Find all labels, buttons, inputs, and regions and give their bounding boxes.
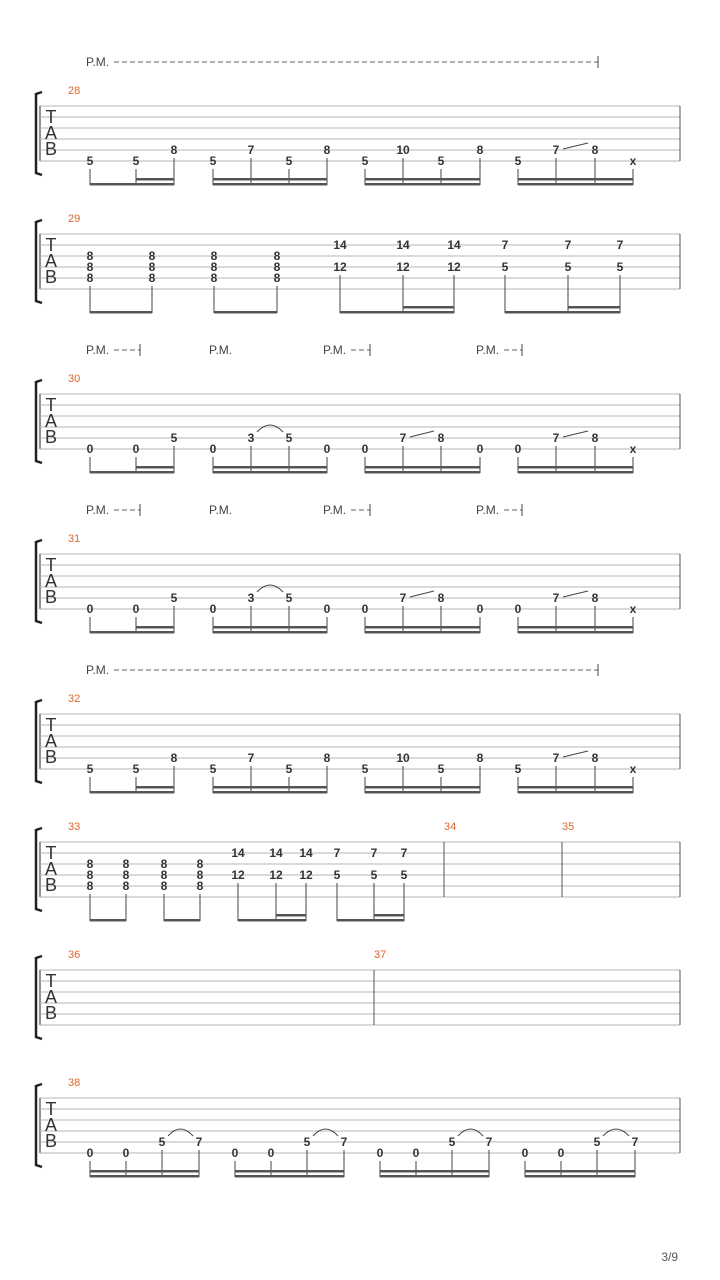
measure-number: 28	[68, 85, 81, 97]
beam-primary	[213, 791, 327, 794]
fret-number: 12	[299, 868, 313, 882]
beam-group	[515, 143, 637, 186]
beam-primary	[365, 471, 480, 474]
tab-clef-letter: A	[44, 571, 58, 591]
beam-primary	[518, 471, 633, 474]
fret-number: 8	[122, 879, 130, 893]
fret-number: 7	[501, 238, 509, 252]
measure-number: 38	[68, 1077, 81, 1089]
measure-number: 33	[68, 821, 81, 833]
palm-mute-label: P.M.	[209, 343, 233, 357]
beam-group	[515, 591, 637, 634]
beam-group	[87, 143, 178, 186]
tab-clef-letter: T	[45, 1099, 57, 1119]
fret-number: 8	[86, 879, 94, 893]
slide-line	[410, 591, 434, 597]
fret-number: 5	[303, 1135, 311, 1149]
fret-number: 8	[122, 868, 130, 882]
beam-secondary	[213, 626, 327, 629]
beam-primary	[213, 631, 327, 634]
page-number: 3/9	[661, 1250, 678, 1264]
tie-arc	[458, 1129, 483, 1136]
fret-number: 8	[160, 879, 168, 893]
fret-number: 8	[323, 751, 331, 765]
fret-number: 14	[299, 846, 313, 860]
tab-system	[36, 821, 680, 922]
tab-clef-letter: A	[44, 411, 58, 431]
system-bracket	[36, 92, 42, 175]
beam-primary	[90, 631, 174, 634]
fret-number: 8	[86, 260, 94, 274]
tab-system	[36, 213, 680, 314]
fret-number: 10	[396, 751, 410, 765]
beam-secondary	[276, 914, 306, 917]
fret-number: 5	[564, 260, 572, 274]
measure-number: 35	[562, 821, 575, 833]
palm-mute-label: P.M.	[323, 343, 347, 357]
dead-note: x	[629, 154, 637, 168]
fret-number: 7	[552, 591, 560, 605]
beam-primary	[214, 311, 277, 314]
fret-number: 7	[552, 431, 560, 445]
beam-secondary	[90, 1170, 199, 1173]
beam-secondary	[365, 466, 480, 469]
beam-primary	[518, 183, 633, 186]
fret-number: 7	[247, 751, 255, 765]
fret-number: 12	[333, 260, 347, 274]
fret-number: 0	[361, 442, 369, 456]
fret-number: 14	[447, 238, 461, 252]
tie-arc	[168, 1129, 193, 1136]
slide-line	[563, 751, 588, 757]
fret-number: 0	[323, 602, 331, 616]
tab-clef-letter: T	[45, 555, 57, 575]
fret-number: 0	[521, 1146, 529, 1160]
fret-number: 8	[591, 431, 599, 445]
fret-number: 5	[170, 591, 178, 605]
beam-secondary	[518, 626, 633, 629]
beam-secondary	[518, 466, 633, 469]
fret-number: 8	[148, 260, 156, 274]
beam-group	[362, 751, 484, 794]
tab-system	[36, 949, 680, 1039]
beam-group	[231, 846, 313, 922]
beam-group	[334, 846, 408, 922]
beam-secondary	[518, 178, 633, 181]
fret-number: 8	[273, 249, 281, 263]
palm-mute-label: P.M.	[209, 503, 233, 517]
fret-number: 5	[361, 154, 369, 168]
fret-number: 0	[132, 602, 140, 616]
beam-primary	[505, 311, 620, 314]
palm-mute-label: P.M.	[86, 343, 110, 357]
fret-number: 8	[476, 143, 484, 157]
beam-group	[502, 238, 624, 314]
measure-number: 31	[68, 533, 81, 545]
fret-number: 8	[148, 271, 156, 285]
fret-number: 5	[285, 591, 293, 605]
fret-number: 8	[122, 857, 130, 871]
tab-clef-letter: A	[44, 251, 58, 271]
fret-number: 0	[86, 602, 94, 616]
palm-mute-label: P.M.	[86, 55, 110, 69]
tab-clef-letter: A	[44, 123, 58, 143]
fret-number: 5	[437, 762, 445, 776]
palm-mute-label: P.M.	[86, 663, 110, 677]
fret-number: 12	[396, 260, 410, 274]
fret-number: 5	[400, 868, 408, 882]
beam-secondary	[136, 178, 174, 181]
beam-primary	[518, 791, 633, 794]
tie-arc	[257, 425, 283, 432]
beam-secondary	[380, 1170, 489, 1173]
system-bracket	[36, 380, 42, 463]
beam-secondary	[213, 786, 327, 789]
fret-number: 0	[132, 442, 140, 456]
beam-primary	[90, 1175, 199, 1178]
measure-number: 37	[374, 949, 387, 961]
beam-primary	[340, 311, 454, 314]
beam-primary	[525, 1175, 635, 1178]
tab-clef-letter: B	[44, 267, 58, 287]
tab-clef-letter: T	[45, 235, 57, 255]
beam-secondary	[235, 1170, 344, 1173]
fret-number: 8	[437, 431, 445, 445]
palm-mute-label: P.M.	[86, 503, 110, 517]
fret-number: 0	[476, 442, 484, 456]
fret-number: 5	[86, 762, 94, 776]
fret-number: 8	[170, 751, 178, 765]
fret-number: 5	[593, 1135, 601, 1149]
beam-secondary	[136, 786, 174, 789]
beam-primary	[365, 183, 480, 186]
beam-group	[210, 751, 331, 794]
beam-group	[515, 751, 637, 794]
beam-group	[87, 431, 178, 474]
fret-number: 8	[210, 249, 218, 263]
fret-number: 8	[160, 857, 168, 871]
beam-group	[333, 238, 461, 314]
fret-number: 3	[247, 591, 255, 605]
fret-number: 8	[86, 868, 94, 882]
fret-number: 5	[616, 260, 624, 274]
beam-primary	[337, 919, 404, 922]
tab-clef-letter: T	[45, 971, 57, 991]
fret-number: 0	[557, 1146, 565, 1160]
beam-primary	[213, 471, 327, 474]
tab-clef-letter: B	[44, 139, 58, 159]
fret-number: 0	[323, 442, 331, 456]
beam-secondary	[365, 626, 480, 629]
system-bracket	[36, 540, 42, 623]
fret-number: 8	[273, 260, 281, 274]
measure-number: 30	[68, 373, 81, 385]
fret-number: 14	[396, 238, 410, 252]
beam-group	[87, 249, 156, 314]
beam-primary	[235, 1175, 344, 1178]
fret-number: 12	[269, 868, 283, 882]
fret-number: 7	[399, 591, 407, 605]
system-bracket	[36, 1084, 42, 1167]
beam-primary	[365, 631, 480, 634]
system-bracket	[36, 220, 42, 303]
fret-number: 7	[400, 846, 408, 860]
beam-secondary	[365, 178, 480, 181]
fret-number: 5	[132, 762, 140, 776]
fret-number: 8	[591, 143, 599, 157]
tab-clef-letter: B	[44, 747, 58, 767]
beam-group	[87, 751, 178, 794]
fret-number: 8	[148, 249, 156, 263]
beam-secondary	[136, 626, 174, 629]
fret-number: 12	[231, 868, 245, 882]
tab-system	[36, 503, 680, 634]
tab-clef-letter: B	[44, 427, 58, 447]
fret-number: 0	[231, 1146, 239, 1160]
fret-number: 5	[158, 1135, 166, 1149]
beam-group	[161, 857, 204, 922]
measure-number: 36	[68, 949, 81, 961]
fret-number: 5	[448, 1135, 456, 1149]
beam-secondary	[518, 786, 633, 789]
fret-number: 8	[273, 271, 281, 285]
fret-number: 7	[616, 238, 624, 252]
beam-primary	[90, 791, 174, 794]
fret-number: 0	[376, 1146, 384, 1160]
fret-number: 14	[269, 846, 283, 860]
fret-number: 0	[361, 602, 369, 616]
tab-system	[36, 1077, 680, 1178]
fret-number: 5	[209, 154, 217, 168]
fret-number: 8	[86, 271, 94, 285]
fret-number: 5	[437, 154, 445, 168]
fret-number: 5	[514, 762, 522, 776]
tab-clef-letter: A	[44, 859, 58, 879]
beam-group	[362, 143, 484, 186]
fret-number: 0	[514, 442, 522, 456]
tie-arc	[257, 585, 283, 592]
beam-secondary	[374, 914, 404, 917]
fret-number: 7	[552, 143, 560, 157]
palm-mute-label: P.M.	[476, 503, 500, 517]
fret-number: 8	[86, 857, 94, 871]
tab-clef-letter: A	[44, 987, 58, 1007]
fret-number: 7	[370, 846, 378, 860]
tie-arc	[313, 1129, 338, 1136]
fret-number: 5	[132, 154, 140, 168]
fret-number: 5	[370, 868, 378, 882]
fret-number: 0	[412, 1146, 420, 1160]
dead-note: x	[629, 762, 637, 776]
fret-number: 7	[564, 238, 572, 252]
fret-number: 8	[323, 143, 331, 157]
beam-secondary	[525, 1170, 635, 1173]
beam-primary	[90, 919, 126, 922]
fret-number: 5	[170, 431, 178, 445]
fret-number: 7	[340, 1135, 348, 1149]
fret-number: 8	[591, 751, 599, 765]
tab-clef-letter: B	[44, 1003, 58, 1023]
tab-clef-letter: B	[44, 1131, 58, 1151]
fret-number: 5	[86, 154, 94, 168]
tab-clef-letter: T	[45, 843, 57, 863]
fret-number: 0	[476, 602, 484, 616]
fret-number: 8	[196, 879, 204, 893]
tab-clef-letter: A	[44, 1115, 58, 1135]
fret-number: 5	[209, 762, 217, 776]
fret-number: 14	[333, 238, 347, 252]
fret-number: 3	[247, 431, 255, 445]
dead-note: x	[629, 602, 637, 616]
fret-number: 8	[476, 751, 484, 765]
fret-number: 5	[285, 431, 293, 445]
beam-group	[211, 249, 281, 314]
beam-primary	[90, 311, 152, 314]
beam-primary	[380, 1175, 489, 1178]
measure-number: 29	[68, 213, 81, 225]
tab-clef-letter: B	[44, 875, 58, 895]
beam-primary	[365, 791, 480, 794]
fret-number: 7	[631, 1135, 639, 1149]
fret-number: 5	[361, 762, 369, 776]
beam-secondary	[403, 306, 454, 309]
fret-number: 7	[333, 846, 341, 860]
fret-number: 5	[285, 154, 293, 168]
palm-mute-label: P.M.	[323, 503, 347, 517]
beam-primary	[213, 183, 327, 186]
fret-number: 0	[209, 602, 217, 616]
measure-number: 34	[444, 821, 457, 833]
beam-secondary	[213, 466, 327, 469]
beam-secondary	[568, 306, 620, 309]
tab-clef-letter: T	[45, 715, 57, 735]
tab-system	[36, 343, 680, 474]
dead-note: x	[629, 442, 637, 456]
fret-number: 0	[267, 1146, 275, 1160]
tab-clef-letter: T	[45, 107, 57, 127]
fret-number: 12	[447, 260, 461, 274]
beam-primary	[238, 919, 306, 922]
beam-group	[362, 431, 484, 474]
tab-system	[36, 663, 680, 794]
fret-number: 7	[195, 1135, 203, 1149]
beam-secondary	[213, 178, 327, 181]
slide-line	[410, 431, 434, 437]
tab-clef-letter: B	[44, 587, 58, 607]
beam-primary	[164, 919, 200, 922]
fret-number: 0	[122, 1146, 130, 1160]
tab-clef-letter: T	[45, 395, 57, 415]
tab-system	[36, 55, 680, 186]
fret-number: 7	[485, 1135, 493, 1149]
tie-arc	[603, 1129, 629, 1136]
measure-number: 32	[68, 693, 81, 705]
system-bracket	[36, 956, 42, 1039]
beam-secondary	[136, 466, 174, 469]
fret-number: 8	[160, 868, 168, 882]
fret-number: 8	[170, 143, 178, 157]
fret-number: 0	[86, 1146, 94, 1160]
beam-group	[515, 431, 637, 474]
fret-number: 8	[210, 271, 218, 285]
system-bracket	[36, 700, 42, 783]
beam-group	[362, 591, 484, 634]
beam-group	[87, 857, 130, 922]
fret-number: 7	[247, 143, 255, 157]
fret-number: 7	[552, 751, 560, 765]
fret-number: 8	[86, 249, 94, 263]
beam-primary	[90, 471, 174, 474]
slide-line	[563, 143, 588, 149]
beam-primary	[90, 183, 174, 186]
fret-number: 8	[210, 260, 218, 274]
fret-number: 8	[437, 591, 445, 605]
fret-number: 7	[399, 431, 407, 445]
slide-line	[563, 591, 588, 597]
fret-number: 10	[396, 143, 410, 157]
slide-line	[563, 431, 588, 437]
beam-group	[87, 591, 178, 634]
fret-number: 5	[333, 868, 341, 882]
palm-mute-label: P.M.	[476, 343, 500, 357]
fret-number: 0	[514, 602, 522, 616]
fret-number: 8	[196, 868, 204, 882]
fret-number: 8	[196, 857, 204, 871]
fret-number: 5	[501, 260, 509, 274]
beam-primary	[518, 631, 633, 634]
fret-number: 0	[209, 442, 217, 456]
system-bracket	[36, 828, 42, 911]
fret-number: 0	[86, 442, 94, 456]
tab-clef-letter: A	[44, 731, 58, 751]
fret-number: 5	[285, 762, 293, 776]
beam-secondary	[365, 786, 480, 789]
beam-group	[210, 143, 331, 186]
fret-number: 5	[514, 154, 522, 168]
fret-number: 14	[231, 846, 245, 860]
fret-number: 8	[591, 591, 599, 605]
